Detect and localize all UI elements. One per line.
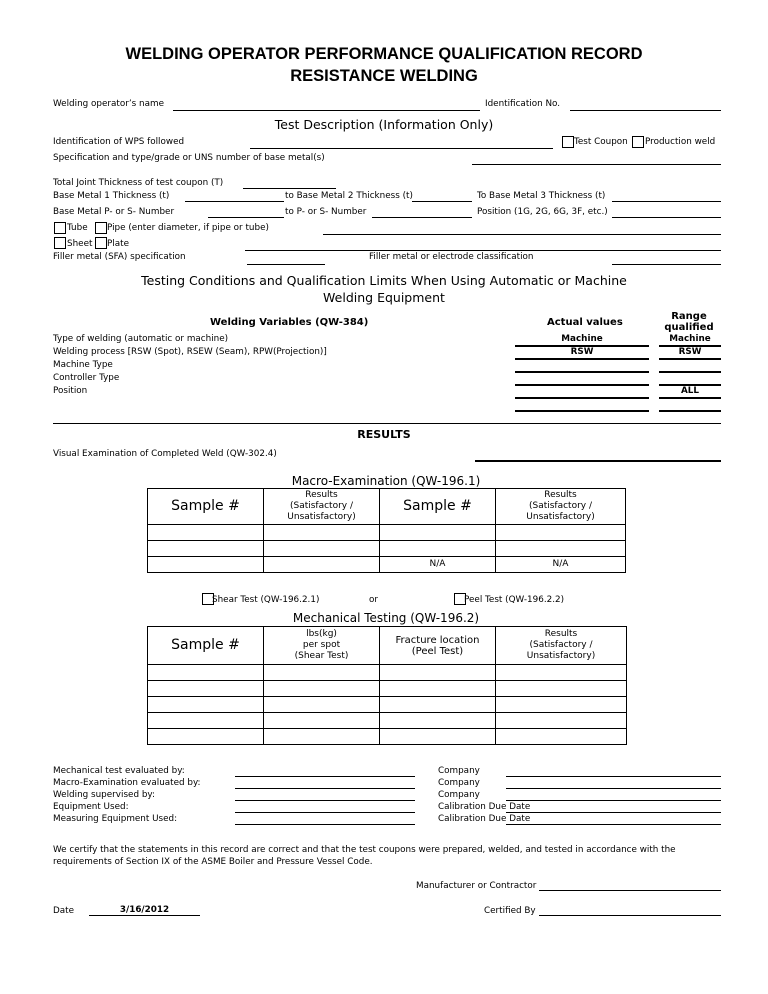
or-label: or [369,595,378,605]
pipe-label: Pipe (enter diameter, if pipe or tube) [107,223,269,233]
table-cell[interactable] [380,541,496,557]
filler-class-label: Filler metal or electrode classification [369,252,534,262]
results-divider [53,423,721,424]
total-thickness-field[interactable] [243,188,336,189]
base-metal-1-label: Base Metal 1 Thickness (t) [53,191,170,201]
operator-name-label: Welding operator’s name [53,99,164,109]
condition-actual-value[interactable]: RSW [570,347,594,357]
condition-label: Controller Type [53,373,120,383]
p-number-field[interactable] [208,217,284,218]
signoff-right-field[interactable] [506,776,721,777]
tube-checkbox[interactable] [54,222,66,234]
table-cell[interactable] [148,697,264,713]
table-cell[interactable] [264,665,380,681]
condition-underline [659,358,721,360]
range-qualified-header-2: qualified [664,322,714,333]
filler-class-field[interactable] [612,264,721,265]
condition-underline [659,397,721,399]
table-row [148,729,627,745]
plate-label: Plate [107,239,130,249]
table-cell[interactable] [148,557,264,573]
base-metal-2-field[interactable] [412,201,472,202]
table-cell[interactable] [264,697,380,713]
condition-range-value[interactable]: RSW [678,347,702,357]
peel-test-label: Peel Test (QW-196.2.2) [464,595,565,605]
table-cell[interactable] [496,525,626,541]
sheet-label: Sheet [67,239,93,249]
macro-col-sample: Sample # [148,489,264,525]
signoff-field[interactable] [235,776,415,777]
signoff-label: Equipment Used: [53,802,129,812]
table-cell[interactable] [496,697,627,713]
table-cell[interactable] [496,729,627,745]
table-cell[interactable] [496,541,626,557]
visual-exam-field[interactable] [475,460,721,462]
table-cell[interactable] [380,525,496,541]
certified-by-field[interactable] [539,915,721,916]
mech-col-results: Results (Satisfactory / Unsatisfactory) [496,627,627,665]
date-value: 3/16/2012 [119,905,170,915]
form-title-line1: WELDING OPERATOR PERFORMANCE QUALIFICATION RECORD [125,45,643,63]
date-field[interactable] [89,915,200,916]
table-cell[interactable] [148,681,264,697]
macro-table [147,488,626,573]
results-heading: RESULTS [357,428,411,441]
condition-underline [515,358,649,360]
condition-label: Machine Type [53,360,113,370]
wps-field[interactable] [250,148,553,149]
pipe-diameter-field[interactable] [323,234,721,235]
table-cell[interactable] [148,525,264,541]
table-cell[interactable] [264,541,380,557]
signoff-label: Measuring Equipment Used: [53,814,178,824]
table-cell[interactable] [380,681,496,697]
condition-actual-value[interactable]: Machine [561,334,603,344]
macro-col-sample-2: Sample # [380,489,496,525]
mechanical-heading: Mechanical Testing (QW-196.2) [292,611,480,625]
condition-underline [659,371,721,373]
table-cell[interactable] [496,713,627,729]
signoff-right-field[interactable] [506,812,721,813]
table-cell[interactable] [380,697,496,713]
condition-underline [659,410,721,412]
base-metal-3-field[interactable] [612,201,721,202]
signoff-right-field[interactable] [506,824,721,825]
mech-col-lbs: lbs(kg) per spot (Shear Test) [264,627,380,665]
base-metal-spec-label: Specification and type/grade or UNS number of base metal(s) [53,153,325,163]
table-cell[interactable] [264,681,380,697]
signoff-field[interactable] [235,788,415,789]
tube-pipe-extra-field[interactable] [245,250,721,251]
range-qualified-header-1: Range [671,311,707,322]
welding-variables-header: Welding Variables (QW-384) [210,317,369,328]
table-row [148,681,627,697]
table-cell[interactable] [496,665,627,681]
condition-label: Position [53,386,88,396]
condition-underline [515,371,649,373]
table-cell[interactable] [380,665,496,681]
filler-sfa-label: Filler metal (SFA) specification [53,252,186,262]
condition-underline [515,397,649,399]
identification-label: Identification No. [485,99,561,109]
certified-by-label: Certified By [484,906,536,916]
manufacturer-field[interactable] [539,890,721,891]
shear-test-label: Shear Test (QW-196.2.1) [212,595,320,605]
form-title-line2: RESISTANCE WELDING [290,67,478,85]
identification-field[interactable] [570,110,721,111]
condition-label: Type of welding (automatic or machine) [53,334,229,344]
macro-col-results: Results (Satisfactory / Unsatisfactory) [264,489,380,525]
table-cell[interactable] [264,729,380,745]
base-metal-spec-field[interactable] [472,164,721,165]
table-cell[interactable] [496,681,627,697]
tube-label: Tube [67,223,88,233]
condition-range-value[interactable]: ALL [680,386,700,396]
position-field[interactable] [612,217,721,218]
test-coupon-checkbox[interactable] [562,136,574,148]
table-row [148,713,627,729]
signoff-right-field[interactable] [506,788,721,789]
table-cell[interactable] [380,713,496,729]
table-cell[interactable]: N/A [380,557,496,573]
test-coupon-label: Test Coupon [574,137,628,147]
mech-col-fracture: Fracture location (Peel Test) [380,627,496,665]
certification-line1: We certify that the statements in this record are correct and that the test coupons were prepared, welded, and tested in accordance with the [53,845,676,855]
signoff-field[interactable] [235,800,415,801]
to-p-number-label: to P- or S- Number [285,207,367,217]
signoff-right-label: Company [438,790,480,800]
signoff-right-label: Calibration Due Date [438,802,531,812]
position-label: Position (1G, 2G, 6G, 3F, etc.) [477,207,608,217]
visual-exam-label: Visual Examination of Completed Weld (QW-302.4) [53,449,277,459]
production-weld-checkbox[interactable] [632,136,644,148]
base-metal-1-field[interactable] [185,201,284,202]
conditions-heading-line1: Testing Conditions and Qualification Limits When Using Automatic or Machine [141,273,627,288]
wps-label: Identification of WPS followed [53,137,185,147]
pipe-checkbox[interactable] [95,222,107,234]
conditions-heading-line2: Welding Equipment [323,290,445,305]
mechanical-table [147,626,627,745]
table-row [148,541,626,557]
signoff-label: Welding supervised by: [53,790,155,800]
condition-range-value[interactable]: Machine [669,334,711,344]
signoff-label: Mechanical test evaluated by: [53,766,185,776]
table-row [148,557,626,573]
operator-name-field[interactable] [173,110,480,111]
plate-checkbox[interactable] [95,237,107,249]
actual-values-header: Actual values [547,317,623,328]
signoff-label: Macro-Examination evaluated by: [53,778,201,788]
signoff-right-field[interactable] [506,800,721,801]
base-metal-3-label: To Base Metal 3 Thickness (t) [477,191,606,201]
table-cell[interactable]: N/A [496,557,626,573]
table-cell[interactable] [148,665,264,681]
macro-heading: Macro-Examination (QW-196.1) [291,474,481,488]
table-cell[interactable] [264,713,380,729]
table-cell[interactable] [148,541,264,557]
condition-underline [515,384,649,386]
table-row [148,697,627,713]
table-row [148,525,626,541]
table-cell[interactable] [148,713,264,729]
date-label: Date [53,906,75,916]
p-number-label: Base Metal P- or S- Number [53,207,175,217]
test-description-heading: Test Description (Information Only) [274,117,494,132]
signoff-right-label: Calibration Due Date [438,814,531,824]
manufacturer-label: Manufacturer or Contractor [416,881,537,891]
production-weld-label: Production weld [645,137,716,147]
base-metal-2-label: to Base Metal 2 Thickness (t) [285,191,413,201]
signoff-right-label: Company [438,778,480,788]
macro-col-results-2: Results (Satisfactory / Unsatisfactory) [496,489,626,525]
signoff-field[interactable] [235,824,415,825]
total-thickness-label: Total Joint Thickness of test coupon (T) [53,178,224,188]
sheet-checkbox[interactable] [54,237,66,249]
mech-col-sample: Sample # [148,627,264,665]
table-cell[interactable] [148,729,264,745]
signoff-right-label: Company [438,766,480,776]
condition-label: Welding process [RSW (Spot), RSEW (Seam), RPW(Projection)] [53,347,327,357]
table-cell[interactable] [380,729,496,745]
table-cell[interactable] [264,525,380,541]
condition-underline [515,410,649,412]
table-row [148,665,627,681]
filler-sfa-field[interactable] [247,264,325,265]
table-cell[interactable] [264,557,380,573]
signoff-field[interactable] [235,812,415,813]
to-p-number-field[interactable] [372,217,472,218]
certification-line2: requirements of Section IX of the ASME Boiler and Pressure Vessel Code. [53,857,373,867]
